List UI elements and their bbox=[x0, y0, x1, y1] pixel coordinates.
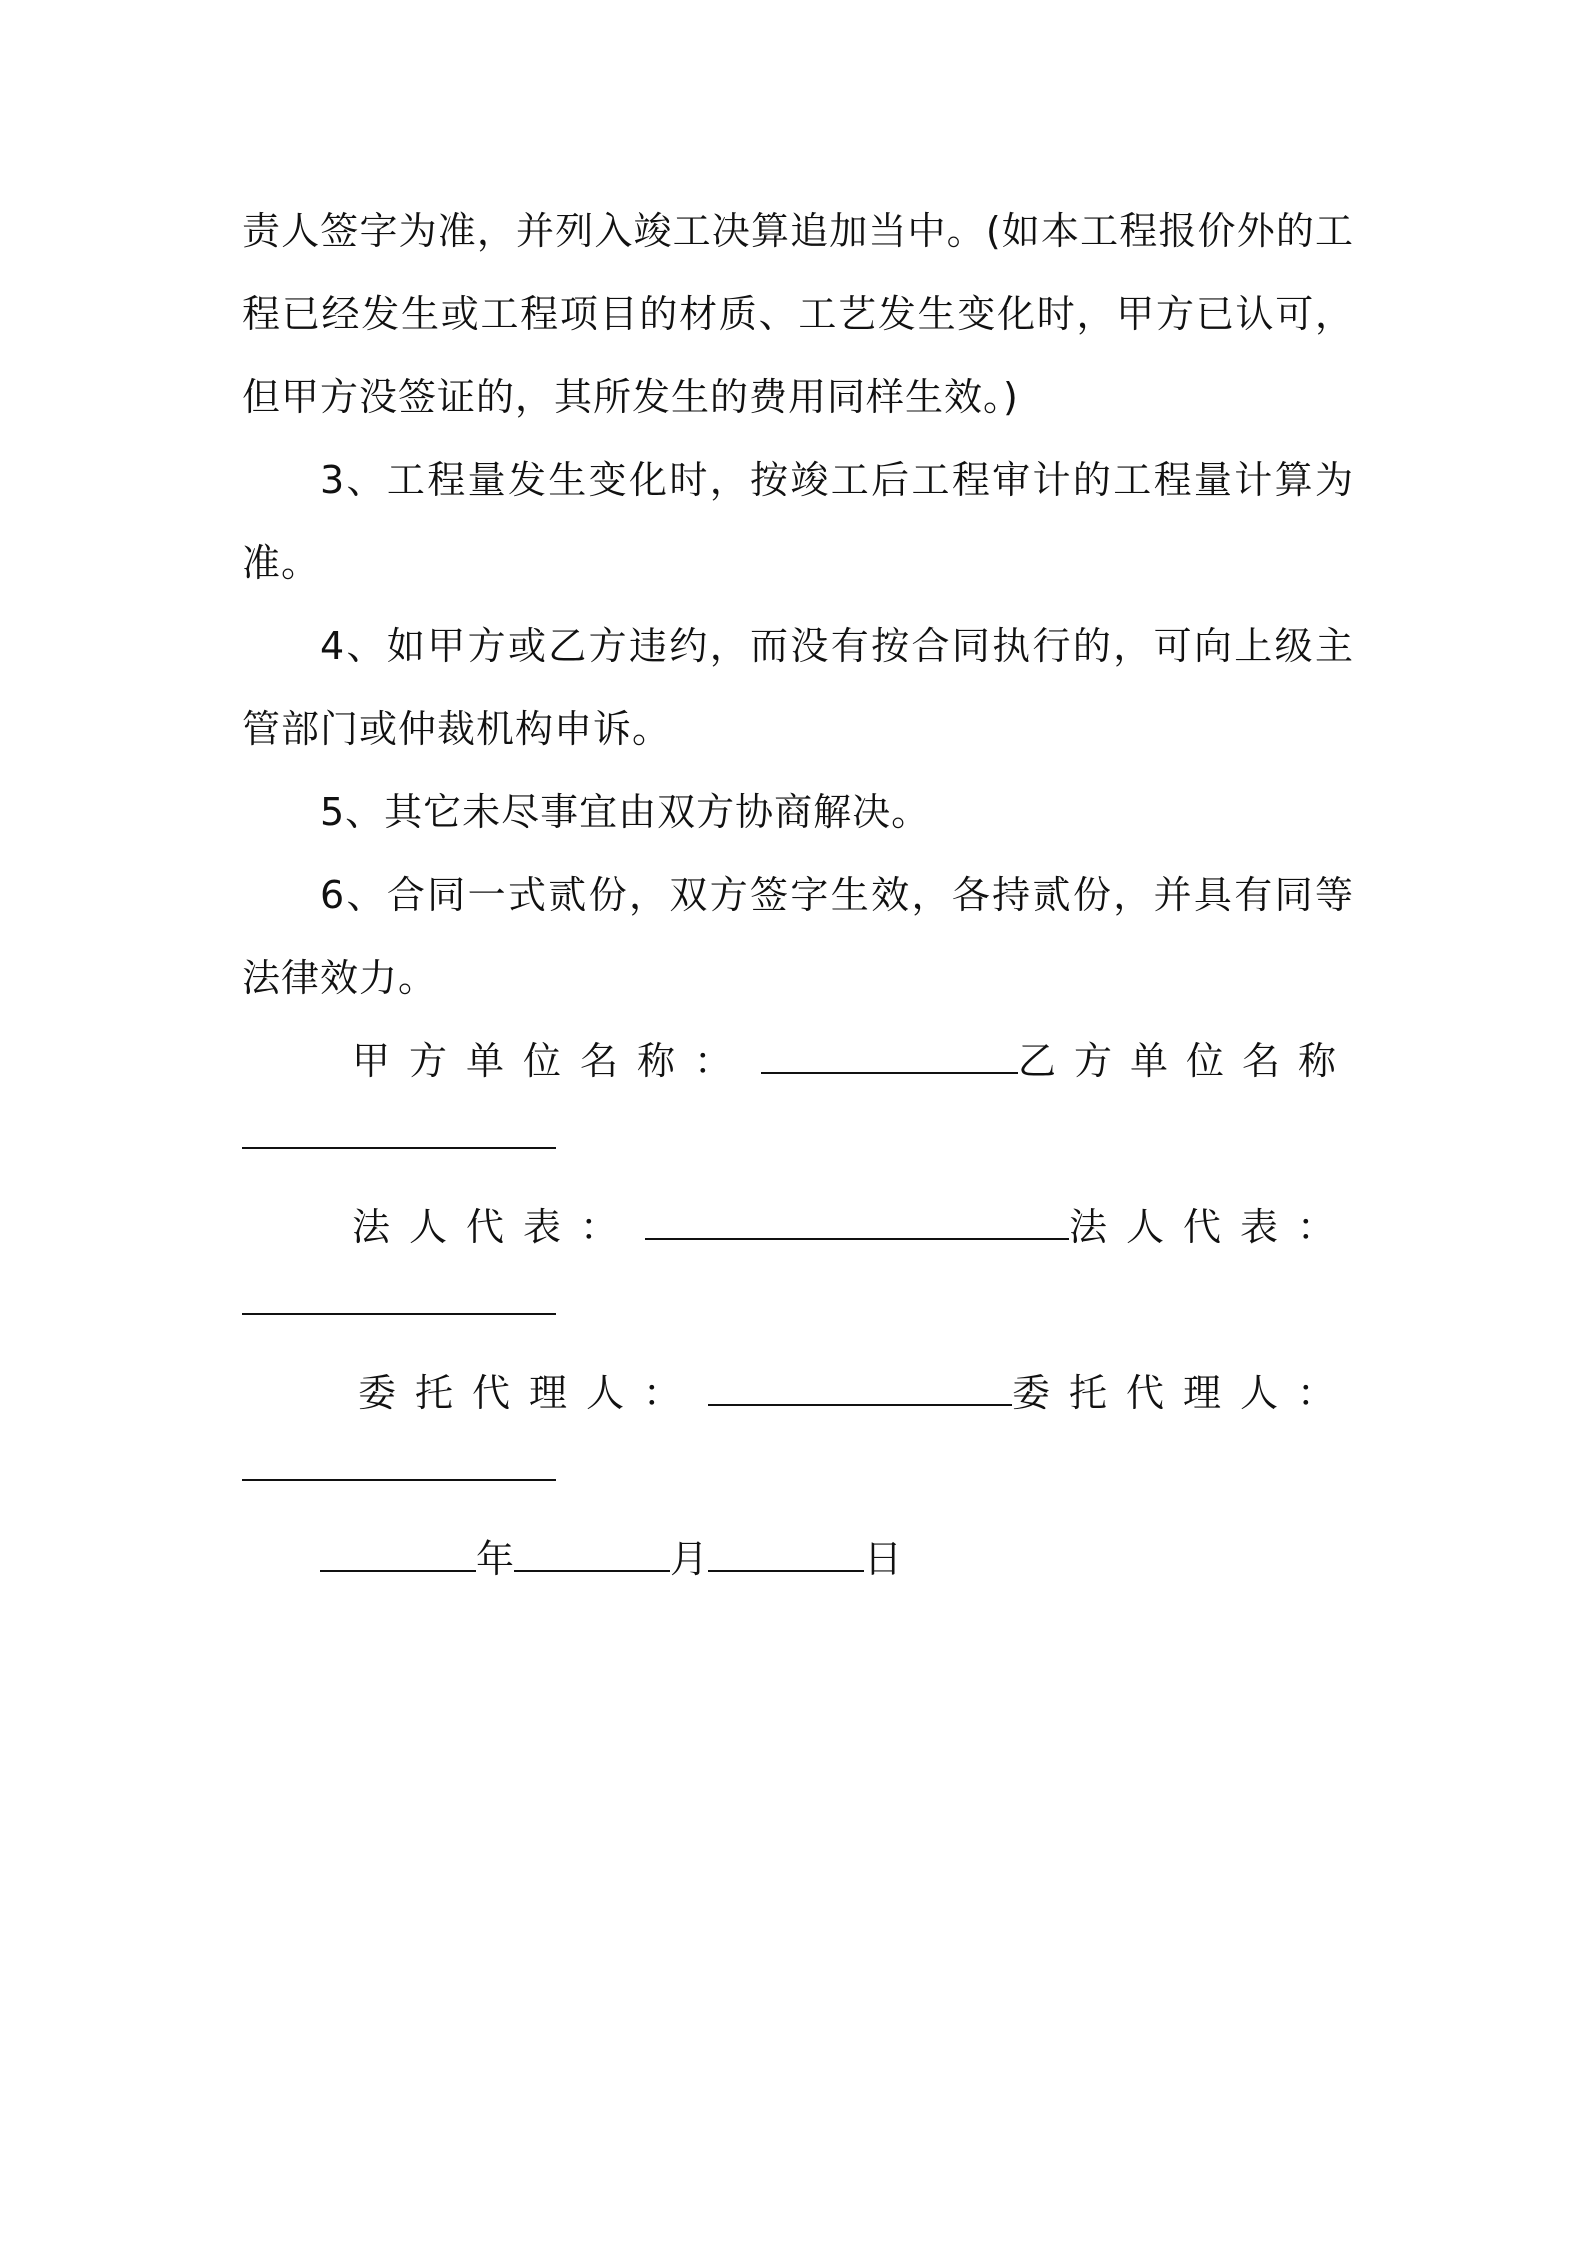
signature-date bbox=[242, 1518, 1354, 1601]
party-b-agent-blank bbox=[242, 1449, 556, 1481]
party-b-rep-blank bbox=[242, 1283, 556, 1315]
paragraph-clause-6: 6、合同一式贰份，双方签字生效，各持贰份，并具有同等法律效力。 bbox=[242, 873, 1354, 1000]
party-a-rep-blank bbox=[645, 1208, 1069, 1240]
party-a-rep-label: 法人代表： bbox=[352, 1205, 638, 1249]
party-a-agent-blank bbox=[708, 1374, 1012, 1406]
paragraph-clause-5: 5、其它未尽事宜由双方协商解决。 bbox=[320, 790, 931, 834]
party-b-rep-label: 法人代表： bbox=[1068, 1205, 1354, 1249]
signature-row-name bbox=[242, 1020, 1354, 1103]
day-blank bbox=[708, 1540, 864, 1572]
day-label: 日 bbox=[864, 1537, 903, 1581]
signature-row-agent bbox=[242, 1352, 1354, 1435]
party-a-name-blank bbox=[761, 1042, 1018, 1074]
document-page bbox=[242, 190, 1354, 1601]
party-a-name-label: 甲方单位名称： bbox=[352, 1039, 752, 1083]
party-b-agent-blank-line bbox=[242, 1435, 1354, 1518]
paragraph-clause-4: 4、如甲方或乙方违约，而没有按合同执行的，可向上级主管部门或仲裁机构申诉。 bbox=[242, 624, 1354, 751]
party-b-name-label: 乙方单位名称 bbox=[1017, 1039, 1354, 1083]
signature-row-representative bbox=[242, 1186, 1354, 1269]
month-blank bbox=[514, 1540, 670, 1572]
month-label: 月 bbox=[670, 1537, 709, 1581]
party-a-agent-label: 委托代理人： bbox=[358, 1371, 701, 1415]
paragraph-continuation: 责人签字为准，并列入竣工决算追加当中。(如本工程报价外的工程已经发生或工程项目的材质、工艺发生变化时，甲方已认可，但甲方没签证的，其所发生的费用同样生效。) bbox=[242, 209, 1354, 419]
paragraph-clause-3: 3、工程量发生变化时，按竣工后工程审计的工程量计算为准。 bbox=[242, 458, 1354, 585]
party-b-name-blank bbox=[242, 1117, 556, 1149]
party-b-rep-blank-line bbox=[242, 1269, 1354, 1352]
party-b-agent-label: 委托代理人： bbox=[1011, 1371, 1354, 1415]
year-blank bbox=[320, 1540, 476, 1572]
party-b-name-blank-line bbox=[242, 1103, 1354, 1186]
year-label: 年 bbox=[476, 1537, 515, 1581]
